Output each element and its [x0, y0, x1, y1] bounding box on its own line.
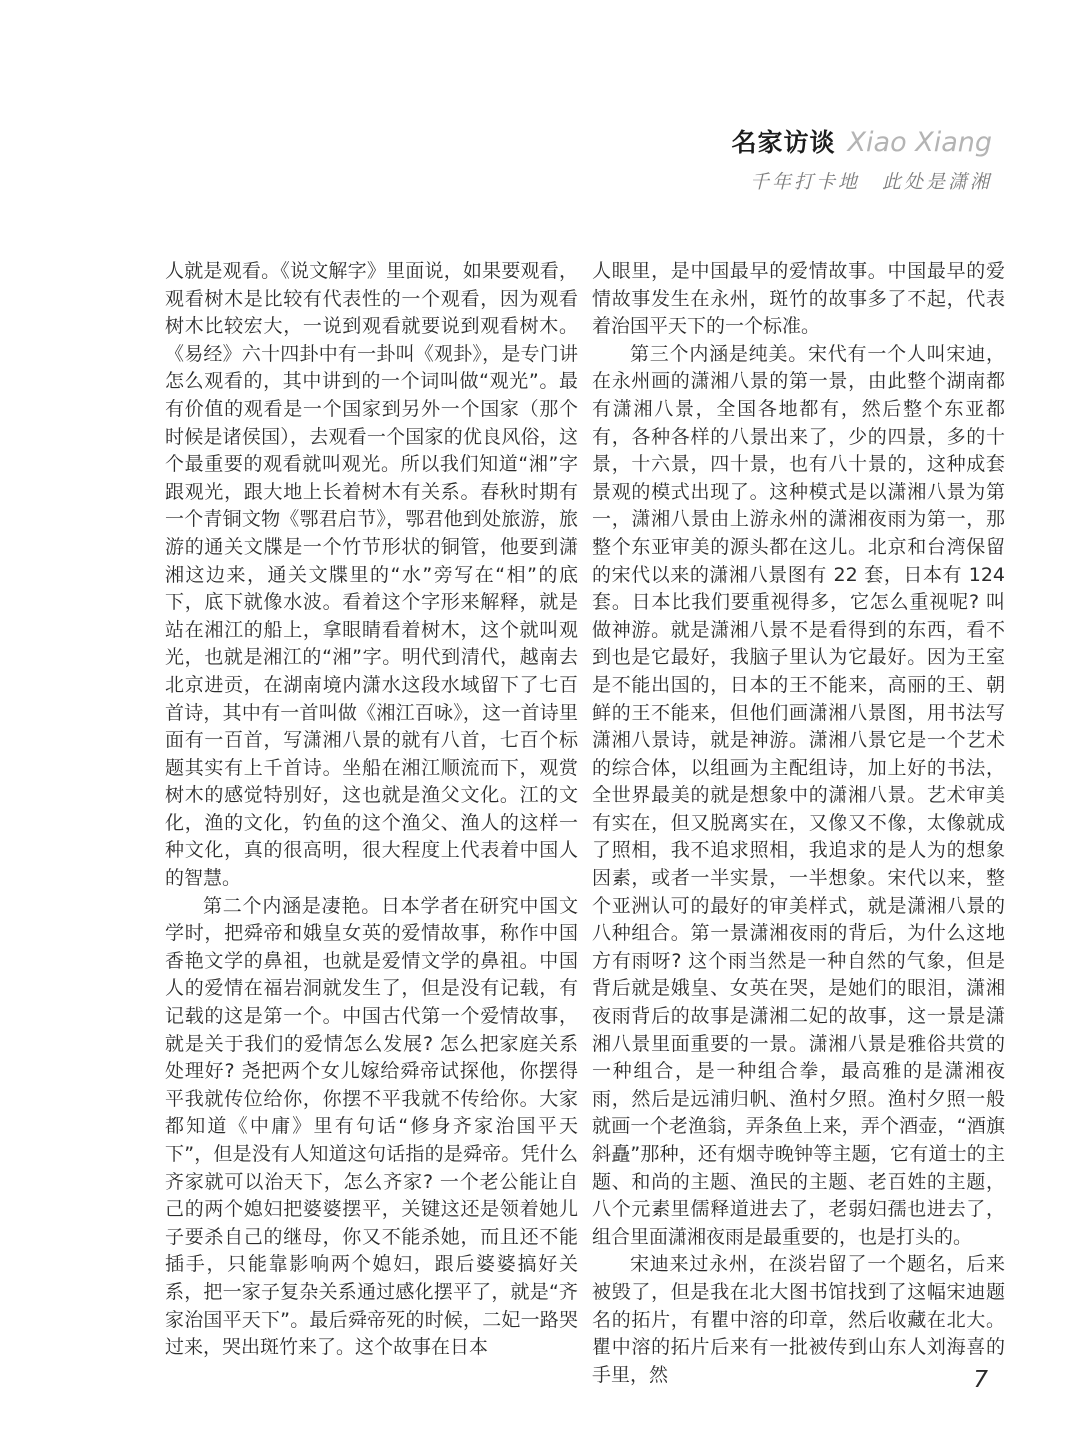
paragraph: 人眼里，是中国最早的爱情故事。中国最早的爱情故事发生在永州，斑竹的故事多了不起，代表着治国平天下的一个标准。 — [592, 260, 1005, 338]
paragraph: 第二个内涵是凄艳。日本学者在研究中国文学时，把舜帝和娥皇女英的爱情故事，称作中国香艳文学的鼻祖，也就是爱情文学的鼻祖。中国人的爱情在福岩洞就发生了，但是没有记载，有记载的这是第一个。中国古代第一个爱情故事，就是关于我们的爱情怎么发展? 怎么把家庭关系处理好? 尧把两个女儿嫁给舜帝试探他，你摆得平我就传位给你，你摆不平我就不传给你。大家都知道《中庸》里有句话“修身齐家治国平天下”，但是没有人知道这句话指的是舜帝。凭什么齐家就可以治天下，怎么齐家? 一个老公能让自己的两个媳妇把婆婆摆平，关键这还是领着她儿子要杀自己的继母，你又不能杀她，而且还不能插手，只能靠影响两个媳妇，跟后婆婆搞好关系，把一家子复杂关系通过感化摆平了，就是“齐家治国平天下”。最后舜帝死的时候，二妃一路哭过来，哭出斑竹来了。这个故事在日本 — [165, 894, 578, 1359]
section-tagline: 千年打卡地 此处是潇湘 — [749, 171, 992, 193]
text-column-right — [592, 258, 1005, 1389]
section-title-english: Xiao Xiang — [847, 127, 992, 158]
page-number: 7 — [973, 1367, 988, 1393]
paragraph: 宋迪来过永州，在淡岩留了一个题名，后来被毁了，但是我在北大图书馆找到了这幅宋迪题名的拓片，有瞿中溶的印章，然后收藏在北大。瞿中溶的拓片后来有一批被传到山东人刘海喜的手里，然 — [592, 1253, 1005, 1386]
paragraph: 人就是观看。《说文解字》里面说，如果要观看，观看树木是比较有代表性的一个观看，因为观看树木比较宏大，一说到观看就要说到观看树木。《易经》六十四卦中有一卦叫《观卦》，是专门讲怎么观看的，其中讲到的一个词叫做“观光”。最有价值的观看是一个国家到另外一个国家（那个时候是诸侯国），去观看一个国家的优良风俗，这个最重要的观看就叫观光。所以我们知道“湘”字跟观光，跟大地上长着树木有关系。春秋时期有一个青铜文物《鄂君启节》，鄂君他到处旅游，旅游的通关文牒是一个竹节形状的铜管，他要到潇湘这边来，通关文牒里的“水”旁写在“相”的底下，底下就像水波。看着这个字形来解释，就是站在湘江的船上，拿眼睛看着树木，这个就叫观光，也就是湘江的“湘”字。明代到清代，越南去北京进贡，在湖南境内潇水这段水域留下了七百首诗，其中有一首叫做《湘江百咏》，这一首诗里面有一百首，写潇湘八景的就有八首，七百个标题其实有上千首诗。坐船在湘江顺流而下，观赏树木的感觉特别好，这也就是渔父文化。江的文化，渔的文化，钓鱼的这个渔父、渔人的这样一种文化，真的很高明，很大程度上代表着中国人的智慧。 — [165, 260, 578, 890]
article-body — [165, 258, 1005, 1389]
section-title: 名家访谈 — [731, 128, 836, 157]
section-title-line — [732, 128, 992, 161]
text-column-left — [165, 258, 578, 1389]
page-header — [732, 128, 992, 194]
paragraph: 第三个内涵是纯美。宋代有一个人叫宋迪，在永州画的潇湘八景的第一景，由此整个湖南都有潇湘八景，全国各地都有，然后整个东亚都有，各种各样的八景出来了，少的四景，多的十景，十六景，四十景，也有八十景的，这种成套景观的模式出现了。这种模式是以潇湘八景为第一，潇湘八景由上游永州的潇湘夜雨为第一，那整个东亚审美的源头都在这儿。北京和台湾保留的宋代以来的潇湘八景图有 22 套，日本有 124 套。日本比我们要重视得多，它怎么重视呢? 叫做神游。就是潇湘八景不是看得到的东西，看不到也是它最好，我脑子里认为它最好。因为王室是不能出国的，日本的王不能来，高丽的王、朝鲜的王不能来，但他们画潇湘八景图，用书法写潇湘八景诗，就是神游。潇湘八景它是一个艺术的综合体，以组画为主配组诗，加上好的书法，全世界最美的就是想象中的潇湘八景。艺术审美有实在，但又脱离实在，又像又不像，太像就成了照相，我不追求照相，我追求的是人为的想象因素，或者一半实景，一半想象。宋代以来，整个亚洲认可的最好的审美样式，就是潇湘八景的八种组合。第一景潇湘夜雨的背后，为什么这地方有雨呀? 这个雨当然是一种自然的气象，但是背后就是娥皇、女英在哭，是她们的眼泪，潇湘夜雨背后的故事是潇湘二妃的故事，这一景是潇湘八景里面重要的一景。潇湘八景是雅俗共赏的一种组合，是一种组合拳，最高雅的是潇湘夜雨，然后是远浦归帆、渔村夕照。渔村夕照一般就画一个老渔翁，弄条鱼上来，弄个酒壶，“酒旗斜矗”那种，还有烟寺晚钟等主题，它有道士的主题、和尚的主题、渔民的主题、老百姓的主题，八个元素里儒释道进去了，老弱妇孺也进去了，组合里面潇湘夜雨是最重要的，也是打头的。 — [592, 342, 1005, 1248]
